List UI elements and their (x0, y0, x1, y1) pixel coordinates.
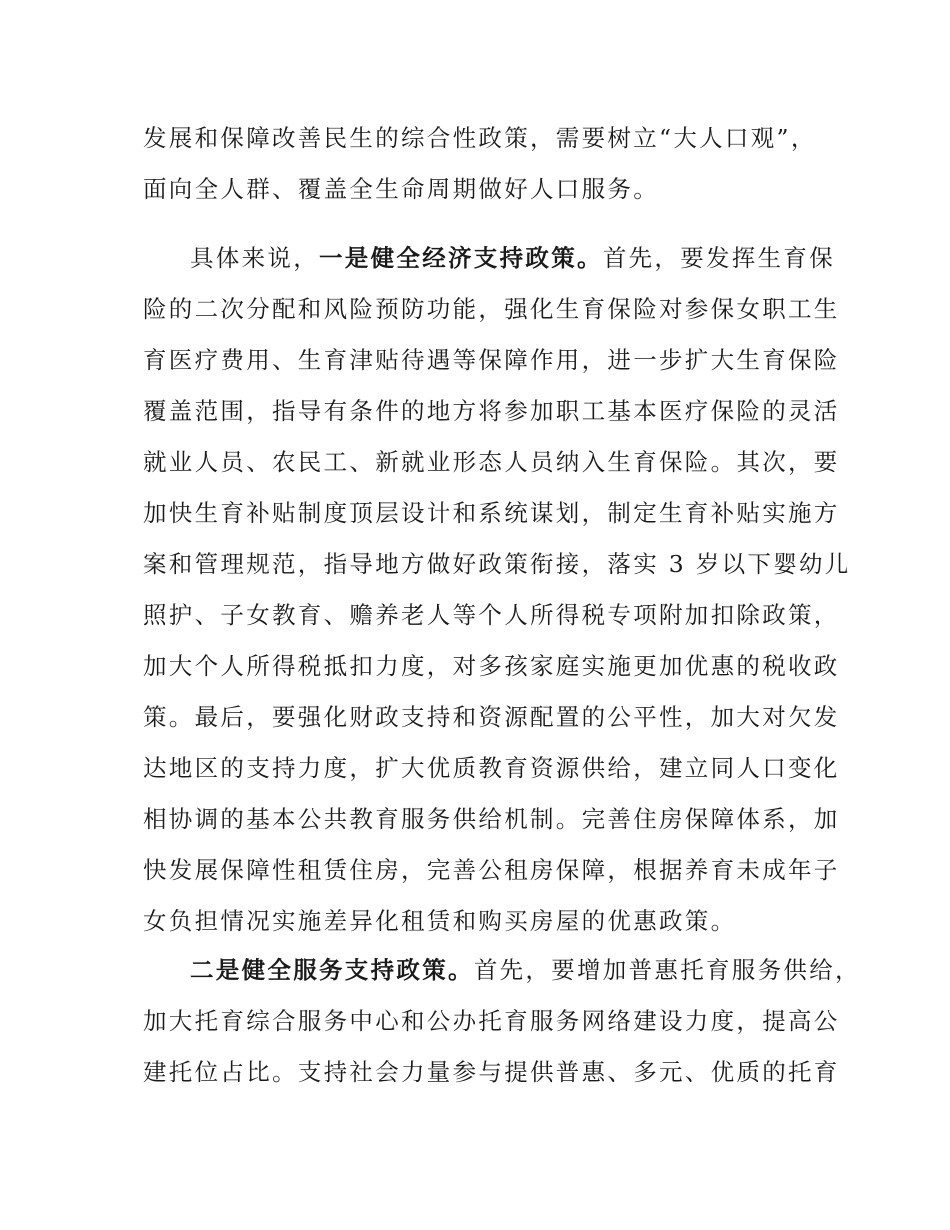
text-line (143, 996, 840, 1047)
text-line (143, 743, 840, 794)
text-line (143, 164, 823, 215)
paragraph-2 (143, 233, 851, 947)
text-run: 首先，要发挥生育保 (602, 244, 836, 272)
text-run: 覆盖范围，指导有条件的地方将参加职工基本医疗保险的灵活 (143, 397, 840, 425)
text-run: 加大个人所得税抵扣力度，对多孩家庭实施更加优惠的税收政 (143, 652, 840, 680)
text-run: 相协调的基本公共教育服务供给机制。完善住房保障体系，加 (143, 805, 840, 833)
text-run: 案和管理规范，指导地方做好政策衔接，落实 3 岁以下婴幼儿 (143, 550, 851, 578)
text-line (143, 590, 840, 641)
text-line (143, 539, 851, 590)
text-run: 发展和保障改善民生的综合性政策，需要树立“大人口观”， (143, 124, 817, 152)
bold-heading-run: 一是健全经济支持政策。 (319, 244, 603, 272)
text-line (143, 437, 840, 488)
text-run: 面向全人群、覆盖全生命周期做好人口服务。 (143, 175, 659, 203)
text-run: 首先，要增加普惠托育服务供给， (473, 956, 861, 984)
text-run: 育医疗费用、生育津贴待遇等保障作用，进一步扩大生育保险 (143, 346, 840, 374)
paragraph-3 (143, 945, 861, 1098)
text-line (143, 1047, 840, 1098)
text-run: 达地区的支持力度，扩大优质教育资源供给，建立同人口变化 (143, 754, 840, 782)
text-run: 加大托育综合服务中心和公办托育服务网络建设力度，提高公 (143, 1007, 840, 1035)
text-line (143, 386, 840, 437)
text-run: 就业人员、农民工、新就业形态人员纳入生育保险。其次，要 (143, 448, 840, 476)
text-line (143, 945, 861, 996)
paragraph-1 (143, 113, 823, 215)
text-run: 策。最后，要强化财政支持和资源配置的公平性，加大对欠发 (143, 703, 840, 731)
text-line (143, 641, 840, 692)
text-run: 加快生育补贴制度顶层设计和系统谋划，制定生育补贴实施方 (143, 499, 840, 527)
text-line (143, 794, 840, 845)
bold-heading-run: 二是健全服务支持政策。 (190, 956, 474, 984)
text-run: 建托位占比。支持社会力量参与提供普惠、多元、优质的托育 (143, 1058, 840, 1086)
text-line (143, 488, 840, 539)
text-run: 具体来说， (190, 244, 319, 272)
text-line (143, 335, 840, 386)
text-run: 险的二次分配和风险预防功能，强化生育保险对参保女职工生 (143, 295, 840, 323)
text-line (143, 284, 840, 335)
text-line (143, 233, 836, 284)
text-run: 快发展保障性租赁住房，完善公租房保障，根据养育未成年子 (143, 856, 840, 884)
text-run: 照护、子女教育、赡养老人等个人所得税专项附加扣除政策， (143, 601, 840, 629)
text-line (143, 692, 840, 743)
text-line (143, 113, 823, 164)
text-line (143, 845, 840, 896)
text-line (143, 896, 823, 947)
text-run: 女负担情况实施差异化租赁和购买房屋的优惠政策。 (143, 907, 737, 935)
